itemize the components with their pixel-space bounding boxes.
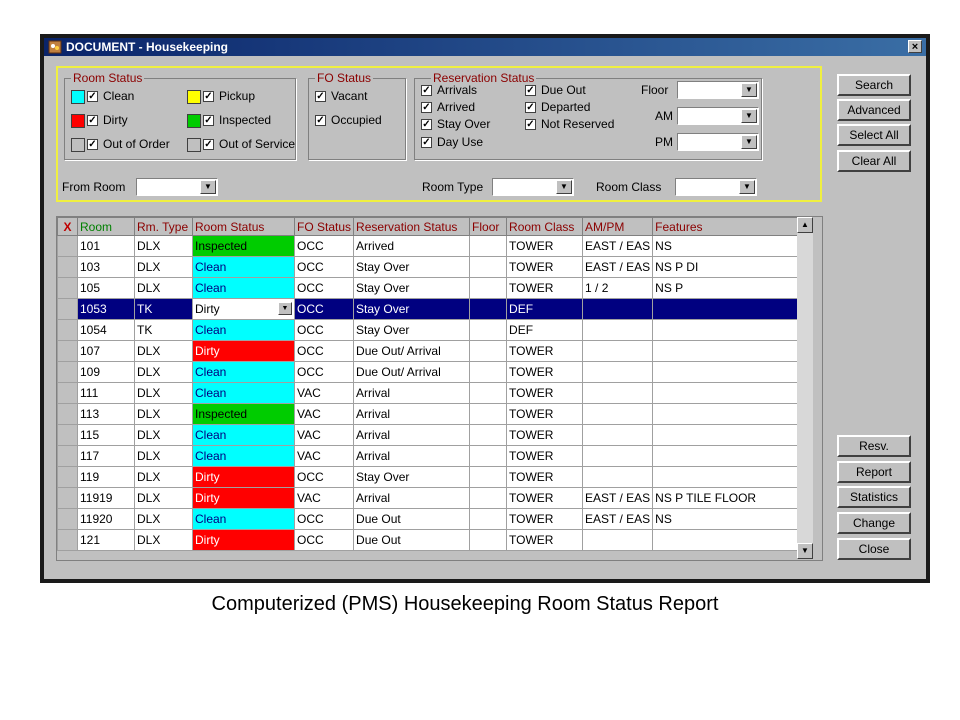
room-class-combo[interactable] bbox=[675, 178, 757, 196]
search-button[interactable]: Search bbox=[837, 74, 911, 96]
cell-room[interactable]: 107 bbox=[78, 341, 135, 362]
cell-reservation-status[interactable]: Due Out/ Arrival bbox=[354, 362, 470, 383]
pm-label: PM bbox=[655, 135, 673, 149]
cell-rm-type[interactable]: TK bbox=[135, 299, 193, 320]
from-room-label: From Room bbox=[62, 180, 126, 194]
cell-am-pm[interactable]: EAST / EAS bbox=[583, 509, 653, 530]
clean-label: Clean bbox=[103, 89, 135, 103]
cell-room-status[interactable]: Clean bbox=[193, 278, 295, 299]
row-selector-cell[interactable] bbox=[58, 257, 78, 278]
change-button[interactable]: Change bbox=[837, 512, 911, 534]
cell-room-status[interactable]: Clean bbox=[193, 509, 295, 530]
row-selector-cell[interactable] bbox=[58, 341, 78, 362]
cell-reservation-status[interactable]: Arrival bbox=[354, 488, 470, 509]
stay-over-checkbox[interactable]: ✓ bbox=[422, 119, 431, 130]
out-of-service-checkbox[interactable]: ✓ bbox=[204, 139, 213, 150]
cell-room-class[interactable]: TOWER bbox=[507, 278, 583, 299]
cell-room-status[interactable]: Clean bbox=[193, 362, 295, 383]
cell-features[interactable] bbox=[653, 467, 805, 488]
col-header-fo-status[interactable]: FO Status bbox=[295, 218, 354, 236]
cell-floor[interactable] bbox=[470, 425, 507, 446]
table-row[interactable] bbox=[58, 362, 805, 383]
statistics-button[interactable]: Statistics bbox=[837, 486, 911, 508]
col-header-x[interactable]: X bbox=[58, 218, 78, 236]
room-status-grid bbox=[56, 216, 823, 561]
fo-status-title: FO Status bbox=[317, 71, 372, 85]
table-row[interactable] bbox=[58, 320, 805, 341]
cell-room-status[interactable]: Clean bbox=[193, 446, 295, 467]
cell-fo-status[interactable]: OCC bbox=[295, 341, 354, 362]
scroll-up-icon[interactable]: ▲ bbox=[797, 217, 813, 233]
floor-label: Floor bbox=[641, 83, 669, 97]
cell-room-class[interactable]: TOWER bbox=[507, 509, 583, 530]
table-row[interactable] bbox=[58, 383, 805, 404]
clear-all-button[interactable]: Clear All bbox=[837, 150, 911, 172]
am-combo[interactable] bbox=[677, 107, 759, 125]
dirty-label: Dirty bbox=[103, 113, 128, 127]
app-icon bbox=[48, 40, 62, 54]
row-selector-cell[interactable] bbox=[58, 362, 78, 383]
am-dropdown-icon[interactable]: ▼ bbox=[741, 109, 757, 123]
cell-rm-type[interactable]: DLX bbox=[135, 488, 193, 509]
due-out-label: Due Out bbox=[541, 83, 586, 97]
room-type-label: Room Type bbox=[422, 180, 484, 194]
cell-reservation-status[interactable]: Arrived bbox=[354, 236, 470, 257]
cell-room-class[interactable]: TOWER bbox=[507, 362, 583, 383]
reservation-status-group bbox=[414, 71, 762, 160]
cell-fo-status[interactable]: OCC bbox=[295, 236, 354, 257]
cell-features[interactable] bbox=[653, 341, 805, 362]
cell-room-status[interactable]: Clean bbox=[193, 383, 295, 404]
table-row[interactable] bbox=[58, 425, 805, 446]
table-row[interactable] bbox=[58, 509, 805, 530]
row-selector-cell[interactable] bbox=[58, 236, 78, 257]
cell-fo-status[interactable]: VAC bbox=[295, 425, 354, 446]
pickup-label: Pickup bbox=[219, 89, 256, 103]
row-selector-cell[interactable] bbox=[58, 530, 78, 551]
departed-label: Departed bbox=[541, 100, 591, 114]
cell-features[interactable]: NS P TILE FLOOR bbox=[653, 488, 805, 509]
due-out-checkbox[interactable]: ✓ bbox=[526, 85, 535, 96]
window-title: DOCUMENT - Housekeeping bbox=[66, 40, 229, 54]
filter-panel bbox=[56, 66, 822, 202]
cell-floor[interactable] bbox=[470, 236, 507, 257]
cell-room-status[interactable] bbox=[193, 299, 295, 320]
cell-am-pm[interactable] bbox=[583, 446, 653, 467]
not-reserved-checkbox[interactable]: ✓ bbox=[526, 119, 535, 130]
pickup-color-swatch bbox=[187, 90, 201, 104]
cell-room-class[interactable]: TOWER bbox=[507, 446, 583, 467]
not-reserved-label: Not Reserved bbox=[541, 117, 615, 131]
cell-room-status[interactable]: Clean bbox=[193, 320, 295, 341]
table-row[interactable] bbox=[58, 530, 805, 551]
cell-rm-type[interactable]: DLX bbox=[135, 509, 193, 530]
room-class-dropdown-icon[interactable]: ▼ bbox=[739, 180, 755, 194]
cell-features[interactable]: NS bbox=[653, 236, 805, 257]
cell-rm-type[interactable]: DLX bbox=[135, 404, 193, 425]
window-close-button[interactable]: × bbox=[908, 40, 922, 53]
cell-am-pm[interactable] bbox=[583, 425, 653, 446]
grid-body bbox=[58, 236, 805, 551]
cell-features[interactable] bbox=[653, 320, 805, 341]
cell-rm-type[interactable]: DLX bbox=[135, 530, 193, 551]
row-selector-cell[interactable] bbox=[58, 467, 78, 488]
cell-room-class[interactable]: DEF bbox=[507, 320, 583, 341]
cell-floor[interactable] bbox=[470, 257, 507, 278]
cell-room[interactable]: 103 bbox=[78, 257, 135, 278]
am-label: AM bbox=[655, 109, 673, 123]
row-selector-cell[interactable] bbox=[58, 404, 78, 425]
out-of-service-label: Out of Service bbox=[219, 137, 296, 151]
arrivals-label: Arrivals bbox=[437, 83, 478, 97]
cell-room-class[interactable]: TOWER bbox=[507, 425, 583, 446]
dirty-checkbox[interactable]: ✓ bbox=[88, 115, 97, 126]
room-status-group bbox=[64, 71, 296, 160]
cell-fo-status[interactable]: OCC bbox=[295, 467, 354, 488]
cell-room[interactable]: 11919 bbox=[78, 488, 135, 509]
row-selector-cell[interactable] bbox=[58, 446, 78, 467]
cell-room-status[interactable]: Dirty bbox=[193, 530, 295, 551]
report-button[interactable]: Report bbox=[837, 461, 911, 483]
table-row[interactable] bbox=[58, 467, 805, 488]
vacant-label: Vacant bbox=[331, 89, 368, 103]
col-header-am-pm[interactable]: AM/PM bbox=[583, 218, 653, 236]
vacant-checkbox[interactable]: ✓ bbox=[316, 91, 325, 102]
inspected-label: Inspected bbox=[219, 113, 272, 127]
inspected-checkbox[interactable]: ✓ bbox=[204, 115, 213, 126]
occupied-checkbox[interactable]: ✓ bbox=[316, 115, 325, 126]
cell-room-status[interactable]: Clean bbox=[193, 425, 295, 446]
cell-features[interactable] bbox=[653, 362, 805, 383]
cell-room-status[interactable]: Clean bbox=[193, 257, 295, 278]
table-row[interactable] bbox=[58, 236, 805, 257]
cell-rm-type[interactable]: DLX bbox=[135, 467, 193, 488]
cell-reservation-status[interactable]: Arrival bbox=[354, 425, 470, 446]
cell-room-status[interactable]: Inspected bbox=[193, 236, 295, 257]
stay-over-label: Stay Over bbox=[437, 117, 491, 131]
cell-am-pm[interactable]: EAST / EAS bbox=[583, 257, 653, 278]
cell-floor[interactable] bbox=[470, 320, 507, 341]
cell-reservation-status[interactable]: Due Out/ Arrival bbox=[354, 341, 470, 362]
cell-fo-status[interactable]: OCC bbox=[295, 278, 354, 299]
cell-am-pm[interactable] bbox=[583, 467, 653, 488]
cell-fo-status[interactable]: VAC bbox=[295, 383, 354, 404]
room-type-dropdown-icon[interactable]: ▼ bbox=[556, 180, 572, 194]
out-of-order-color-swatch bbox=[71, 138, 85, 152]
cell-rm-type[interactable]: DLX bbox=[135, 425, 193, 446]
departed-checkbox[interactable]: ✓ bbox=[526, 102, 535, 113]
cell-am-pm[interactable]: 1 / 2 bbox=[583, 278, 653, 299]
col-header-room-class[interactable]: Room Class bbox=[507, 218, 583, 236]
cell-fo-status[interactable]: OCC bbox=[295, 257, 354, 278]
cell-fo-status[interactable]: OCC bbox=[295, 530, 354, 551]
cell-room-class[interactable]: TOWER bbox=[507, 236, 583, 257]
row-selector-cell[interactable] bbox=[58, 488, 78, 509]
cell-reservation-status[interactable]: Due Out bbox=[354, 530, 470, 551]
cell-floor[interactable] bbox=[470, 488, 507, 509]
clean-checkbox[interactable]: ✓ bbox=[88, 91, 97, 102]
cell-room[interactable]: 113 bbox=[78, 404, 135, 425]
cell-reservation-status[interactable]: Stay Over bbox=[354, 257, 470, 278]
cell-fo-status[interactable]: VAC bbox=[295, 488, 354, 509]
cell-reservation-status[interactable]: Stay Over bbox=[354, 299, 470, 320]
cell-floor[interactable] bbox=[470, 530, 507, 551]
cell-features[interactable] bbox=[653, 446, 805, 467]
cell-floor[interactable] bbox=[470, 278, 507, 299]
room-class-label: Room Class bbox=[596, 180, 662, 194]
cell-rm-type[interactable]: DLX bbox=[135, 383, 193, 404]
cell-floor[interactable] bbox=[470, 404, 507, 425]
cell-am-pm[interactable] bbox=[583, 341, 653, 362]
cell-floor[interactable] bbox=[470, 362, 507, 383]
cell-room[interactable]: 101 bbox=[78, 236, 135, 257]
floor-dropdown-icon[interactable]: ▼ bbox=[741, 83, 757, 97]
cell-fo-status[interactable]: OCC bbox=[295, 299, 354, 320]
row-selector-cell[interactable] bbox=[58, 509, 78, 530]
cell-floor[interactable] bbox=[470, 341, 507, 362]
arrivals-checkbox[interactable]: ✓ bbox=[422, 85, 431, 96]
col-header-features[interactable]: Features bbox=[653, 218, 805, 236]
cell-room[interactable]: 119 bbox=[78, 467, 135, 488]
cell-reservation-status[interactable]: Due Out bbox=[354, 509, 470, 530]
row-selector-cell[interactable] bbox=[58, 425, 78, 446]
cell-features[interactable] bbox=[653, 530, 805, 551]
col-header-floor[interactable]: Floor bbox=[470, 218, 507, 236]
cell-room-class[interactable]: TOWER bbox=[507, 467, 583, 488]
reservation-status-title: Reservation Status bbox=[433, 71, 535, 85]
room-status-title: Room Status bbox=[73, 71, 143, 85]
cell-room-class[interactable]: TOWER bbox=[507, 404, 583, 425]
pm-combo[interactable] bbox=[677, 133, 759, 151]
close-button[interactable]: Close bbox=[837, 538, 911, 560]
cell-fo-status[interactable]: OCC bbox=[295, 362, 354, 383]
table-row[interactable] bbox=[58, 278, 805, 299]
col-header-rm-type[interactable]: Rm. Type bbox=[135, 218, 193, 236]
cell-room[interactable]: 1053 bbox=[78, 299, 135, 320]
cell-fo-status[interactable]: OCC bbox=[295, 320, 354, 341]
cell-rm-type[interactable]: DLX bbox=[135, 341, 193, 362]
out-of-service-color-swatch bbox=[187, 138, 201, 152]
cell-fo-status[interactable]: VAC bbox=[295, 446, 354, 467]
room-type-combo[interactable] bbox=[492, 178, 574, 196]
cell-room[interactable]: 109 bbox=[78, 362, 135, 383]
advanced-button[interactable]: Advanced bbox=[837, 99, 911, 121]
cell-am-pm[interactable] bbox=[583, 383, 653, 404]
row-selector-cell[interactable] bbox=[58, 299, 78, 320]
cell-features[interactable]: NS bbox=[653, 509, 805, 530]
cell-rm-type[interactable]: DLX bbox=[135, 236, 193, 257]
cell-rm-type[interactable]: TK bbox=[135, 320, 193, 341]
cell-room-status[interactable]: Dirty bbox=[193, 488, 295, 509]
cell-room-class[interactable]: TOWER bbox=[507, 257, 583, 278]
cell-am-pm[interactable]: EAST / EAS bbox=[583, 488, 653, 509]
cell-fo-status[interactable]: VAC bbox=[295, 404, 354, 425]
cell-floor[interactable] bbox=[470, 299, 507, 320]
cell-room-class[interactable]: TOWER bbox=[507, 383, 583, 404]
col-header-reservation-status[interactable]: Reservation Status bbox=[354, 218, 470, 236]
arrived-checkbox[interactable]: ✓ bbox=[422, 102, 431, 113]
table-row[interactable] bbox=[58, 446, 805, 467]
row-selector-cell[interactable] bbox=[58, 278, 78, 299]
table-row[interactable] bbox=[58, 341, 805, 362]
out-of-order-label: Out of Order bbox=[103, 137, 170, 151]
scroll-down-icon[interactable]: ▼ bbox=[797, 543, 813, 559]
cell-room-class[interactable]: TOWER bbox=[507, 530, 583, 551]
cell-room[interactable]: 121 bbox=[78, 530, 135, 551]
row-selector-cell[interactable] bbox=[58, 320, 78, 341]
cell-rm-type[interactable]: DLX bbox=[135, 278, 193, 299]
grid-header-row bbox=[58, 218, 805, 236]
cell-features[interactable] bbox=[653, 383, 805, 404]
cell-floor[interactable] bbox=[470, 467, 507, 488]
cell-am-pm[interactable] bbox=[583, 299, 653, 320]
col-header-room[interactable]: Room bbox=[78, 218, 135, 236]
day-use-checkbox[interactable]: ✓ bbox=[422, 137, 431, 148]
cell-features[interactable] bbox=[653, 404, 805, 425]
cell-room[interactable]: 115 bbox=[78, 425, 135, 446]
select-all-button[interactable]: Select All bbox=[837, 124, 911, 146]
table-row[interactable] bbox=[58, 404, 805, 425]
cell-room-status[interactable]: Dirty bbox=[193, 341, 295, 362]
cell-room[interactable]: 111 bbox=[78, 383, 135, 404]
cell-am-pm[interactable] bbox=[583, 404, 653, 425]
cell-rm-type[interactable]: DLX bbox=[135, 362, 193, 383]
cell-features[interactable] bbox=[653, 425, 805, 446]
cell-room-status[interactable]: Dirty bbox=[193, 467, 295, 488]
fo-status-group bbox=[308, 71, 406, 160]
cell-room[interactable]: 1054 bbox=[78, 320, 135, 341]
room-status-editor-value: Dirty bbox=[195, 302, 220, 316]
room-status-table bbox=[57, 217, 805, 551]
cell-rm-type[interactable]: DLX bbox=[135, 446, 193, 467]
cell-am-pm[interactable] bbox=[583, 320, 653, 341]
table-row[interactable] bbox=[58, 299, 805, 320]
room-status-dropdown-icon[interactable]: ▼ bbox=[278, 302, 292, 315]
clean-color-swatch bbox=[71, 90, 85, 104]
cell-floor[interactable] bbox=[470, 446, 507, 467]
pickup-checkbox[interactable]: ✓ bbox=[204, 91, 213, 102]
row-selector-cell[interactable] bbox=[58, 383, 78, 404]
cell-features[interactable] bbox=[653, 299, 805, 320]
from-room-combo[interactable] bbox=[136, 178, 218, 196]
cell-am-pm[interactable] bbox=[583, 530, 653, 551]
cell-reservation-status[interactable]: Stay Over bbox=[354, 467, 470, 488]
cell-am-pm[interactable] bbox=[583, 362, 653, 383]
day-use-label: Day Use bbox=[437, 135, 484, 149]
cell-room[interactable]: 11920 bbox=[78, 509, 135, 530]
cell-floor[interactable] bbox=[470, 383, 507, 404]
cell-reservation-status[interactable]: Stay Over bbox=[354, 320, 470, 341]
dirty-color-swatch bbox=[71, 114, 85, 128]
from-room-dropdown-icon[interactable]: ▼ bbox=[200, 180, 216, 194]
pm-dropdown-icon[interactable]: ▼ bbox=[741, 135, 757, 149]
grid-vertical-scrollbar[interactable] bbox=[797, 217, 813, 559]
title-bar bbox=[44, 38, 926, 56]
cell-fo-status[interactable]: OCC bbox=[295, 509, 354, 530]
cell-features[interactable]: NS P bbox=[653, 278, 805, 299]
resv-button[interactable]: Resv. bbox=[837, 435, 911, 457]
cell-reservation-status[interactable]: Arrival bbox=[354, 446, 470, 467]
cell-am-pm[interactable]: EAST / EAS bbox=[583, 236, 653, 257]
cell-reservation-status[interactable]: Stay Over bbox=[354, 278, 470, 299]
cell-reservation-status[interactable]: Arrival bbox=[354, 383, 470, 404]
occupied-label: Occupied bbox=[331, 113, 382, 127]
cell-room-class[interactable]: TOWER bbox=[507, 341, 583, 362]
cell-room-status[interactable]: Inspected bbox=[193, 404, 295, 425]
cell-room-class[interactable]: TOWER bbox=[507, 488, 583, 509]
arrived-label: Arrived bbox=[437, 100, 476, 114]
floor-combo[interactable] bbox=[677, 81, 759, 99]
cell-floor[interactable] bbox=[470, 509, 507, 530]
cell-room[interactable]: 117 bbox=[78, 446, 135, 467]
cell-reservation-status[interactable]: Arrival bbox=[354, 404, 470, 425]
cell-rm-type[interactable]: DLX bbox=[135, 257, 193, 278]
cell-features[interactable]: NS P DI bbox=[653, 257, 805, 278]
out-of-order-checkbox[interactable]: ✓ bbox=[88, 139, 97, 150]
inspected-color-swatch bbox=[187, 114, 201, 128]
col-header-room-status[interactable]: Room Status bbox=[193, 218, 295, 236]
table-row[interactable] bbox=[58, 488, 805, 509]
figure-caption: Computerized (PMS) Housekeeping Room Status Report bbox=[211, 593, 719, 615]
cell-room[interactable]: 105 bbox=[78, 278, 135, 299]
cell-room-class[interactable]: DEF bbox=[507, 299, 583, 320]
table-row[interactable] bbox=[58, 257, 805, 278]
housekeeping-window bbox=[44, 38, 926, 579]
